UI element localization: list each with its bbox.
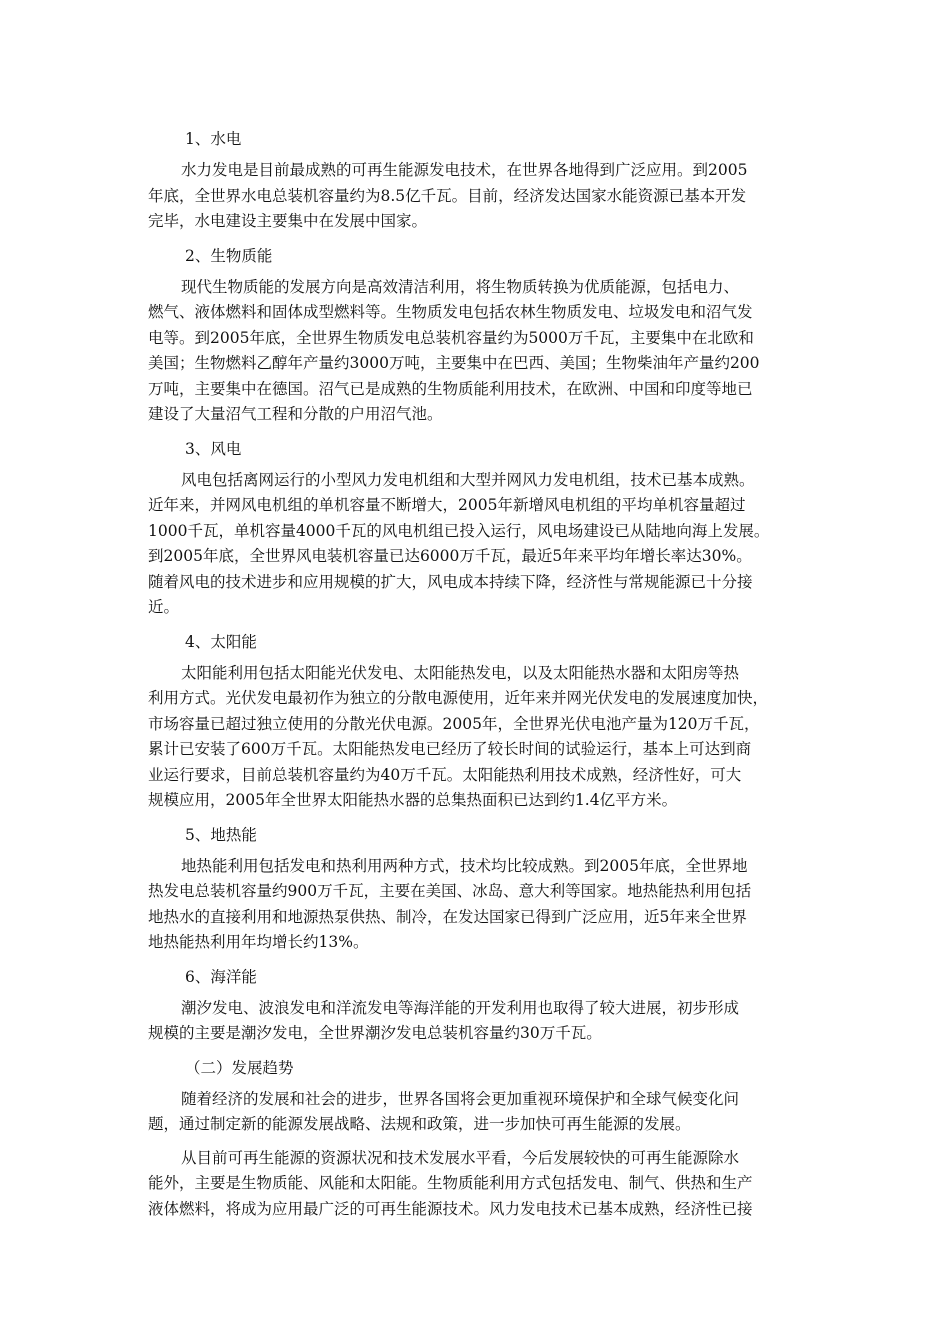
paragraph-line: 水力发电是目前最成熟的可再生能源发电技术，在世界各地得到广泛应用。到2005 bbox=[181, 161, 748, 179]
paragraph bbox=[148, 1146, 808, 1223]
paragraph bbox=[148, 996, 808, 1047]
section-heading: 1、水电 bbox=[185, 130, 242, 148]
paragraph-line: 热发电总装机容量约900万千瓦，主要在美国、冰岛、意大利等国家。地热能热利用包括 bbox=[148, 882, 752, 900]
section bbox=[148, 822, 808, 964]
paragraph bbox=[148, 661, 808, 814]
paragraph-line: 近年来，并网风电机组的单机容量不断增大，2005年新增风电机组的平均单机容量超过 bbox=[148, 496, 746, 514]
section bbox=[148, 964, 808, 1055]
paragraph-line: 近。 bbox=[148, 598, 180, 616]
paragraph-line: 燃气、液体燃料和固体成型燃料等。生物质发电包括农林生物质发电、垃圾发电和沼气发 bbox=[148, 303, 753, 321]
paragraph-line: 地热能利用包括发电和热利用两种方式，技术均比较成熟。到2005年底，全世界地 bbox=[181, 856, 748, 875]
paragraph-line: 建设了大量沼气工程和分散的户用沼气池。 bbox=[148, 405, 443, 423]
paragraph-line: 规模应用，2005年全世界太阳能热水器的总集热面积已达到约1.4亿平方米。 bbox=[148, 791, 678, 809]
paragraph-line: 潮汐发电、波浪发电和洋流发电等海洋能的开发利用也取得了较大进展，初步形成 bbox=[181, 998, 740, 1017]
paragraph-line: 随着经济的发展和社会的进步，世界各国将会更加重视环境保护和全球气候变化问 bbox=[181, 1089, 740, 1108]
paragraph bbox=[148, 854, 808, 956]
paragraph-line: 从目前可再生能源的资源状况和技术发展水平看，今后发展较快的可再生能源除水 bbox=[181, 1148, 740, 1167]
paragraph-line: 利用方式。光伏发电最初作为独立的分散电源使用，近年来并网光伏发电的发展速度加快， bbox=[148, 689, 769, 707]
section bbox=[148, 243, 808, 436]
section-heading: （二）发展趋势 bbox=[185, 1058, 294, 1077]
paragraph-line: 美国；生物燃料乙醇年产量约3000万吨，主要集中在巴西、美国；生物柴油年产量约200 bbox=[148, 354, 760, 372]
section bbox=[148, 126, 808, 243]
paragraph-line: 风电包括离网运行的小型风力发电机组和大型并网风力发电机组，技术已基本成熟。 bbox=[181, 470, 755, 489]
section-heading: 4、太阳能 bbox=[185, 632, 257, 651]
paragraph bbox=[148, 158, 808, 235]
paragraph-line: 万吨，主要集中在德国。沼气已是成熟的生物质能利用技术，在欧洲、中国和印度等地已 bbox=[148, 379, 753, 398]
paragraph-line: 电等。到2005年底，全世界生物质发电总装机容量约为5000万千瓦，主要集中在北欧和 bbox=[148, 328, 754, 347]
section-heading: 6、海洋能 bbox=[185, 967, 257, 986]
paragraph-line: 业运行要求，目前总装机容量约为40万千瓦。太阳能热利用技术成熟，经济性好，可大 bbox=[148, 765, 742, 784]
paragraph-line: 1000千瓦，单机容量4000千瓦的风电机组已投入运行，风电场建设已从陆地向海上发展。 bbox=[148, 521, 770, 540]
paragraph-line: 累计已安装了600万千瓦。太阳能热发电已经历了较长时间的试验运行，基本上可达到商 bbox=[148, 740, 752, 758]
section bbox=[148, 629, 808, 822]
paragraph bbox=[148, 1087, 808, 1138]
paragraph-line: 完毕，水电建设主要集中在发展中国家。 bbox=[148, 212, 428, 230]
document-page bbox=[148, 126, 808, 1230]
paragraph-line: 太阳能利用包括太阳能光伏发电、太阳能热发电，以及太阳能热水器和太阳房等热 bbox=[181, 663, 740, 682]
paragraph-line: 题，通过制定新的能源发展战略、法规和政策，进一步加快可再生能源的发展。 bbox=[148, 1115, 691, 1133]
paragraph-line: 地热能热利用年均增长约13%。 bbox=[148, 933, 369, 951]
section bbox=[148, 1055, 808, 1231]
paragraph bbox=[148, 275, 808, 428]
paragraph-line: 到2005年底，全世界风电装机容量已达6000万千瓦，最近5年来平均年增长率达30%。 bbox=[148, 547, 752, 565]
section-heading: 5、地热能 bbox=[185, 825, 257, 844]
section-heading: 2、生物质能 bbox=[185, 246, 273, 265]
paragraph-line: 市场容量已超过独立使用的分散光伏电源。2005年，全世界光伏电池产量为120万千瓦， bbox=[148, 714, 760, 733]
paragraph-line: 地热水的直接利用和地源热泵供热、制冷，在发达国家已得到广泛应用，近5年来全世界 bbox=[148, 907, 747, 926]
paragraph-line: 能外，主要是生物质能、风能和太阳能。生物质能利用方式包括发电、制气、供热和生产 bbox=[148, 1174, 753, 1192]
paragraph-line: 年底，全世界水电总装机容量约为8.5亿千瓦。目前，经济发达国家水能资源已基本开发 bbox=[148, 186, 747, 205]
paragraph-line: 规模的主要是潮汐发电，全世界潮汐发电总装机容量约30万千瓦。 bbox=[148, 1024, 602, 1042]
section-heading: 3、风电 bbox=[185, 439, 242, 458]
paragraph-line: 液体燃料，将成为应用最广泛的可再生能源技术。风力发电技术已基本成熟，经济性已接 bbox=[148, 1199, 753, 1218]
paragraph-line: 随着风电的技术进步和应用规模的扩大，风电成本持续下降，经济性与常规能源已十分接 bbox=[148, 572, 753, 591]
paragraph bbox=[148, 468, 808, 621]
section bbox=[148, 436, 808, 629]
paragraph-line: 现代生物质能的发展方向是高效清洁利用，将生物质转换为优质能源，包括电力、 bbox=[181, 277, 740, 296]
